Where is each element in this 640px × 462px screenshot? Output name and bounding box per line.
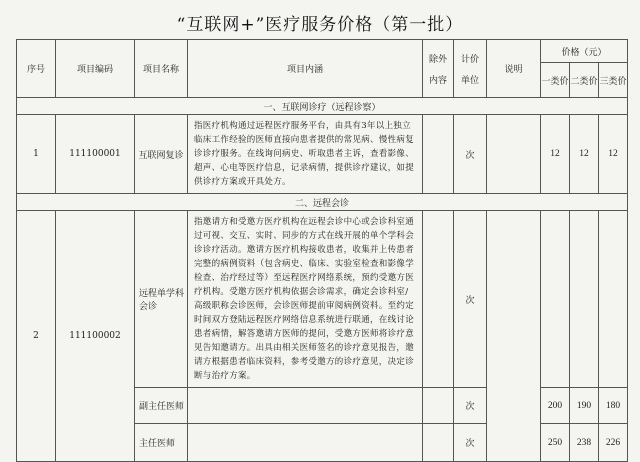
sub1-price-class2: 190 [570,388,599,424]
section-label-2: 二、远程会诊 [17,194,628,211]
sub1-content [188,388,423,424]
item2-unit: 次 [454,211,487,388]
item1-unit: 次 [454,115,487,194]
sub1-name: 副主任医师 [135,388,188,424]
sub1-price-class1: 200 [541,388,570,424]
item1-price-class3: 12 [599,115,628,194]
item1-code: 111100001 [56,115,135,194]
table-row-item2 [17,211,628,388]
header-unit [454,40,487,98]
sub1-price-class3: 180 [599,388,628,424]
header-content: 项目内涵 [188,40,423,98]
item2-price-class2 [570,211,599,388]
price-table [16,39,628,462]
header-name: 项目名称 [135,40,188,98]
table-row-item1 [17,115,628,194]
section-row-1 [17,98,628,115]
section-row-2 [17,194,628,211]
sub2-except [423,424,454,462]
item1-seq: 1 [17,115,56,194]
header-except [423,40,454,98]
sub2-price-class3: 226 [599,424,628,462]
header-class1: 一类价 [541,63,570,98]
sub2-content [188,424,423,462]
item1-note [487,115,541,194]
item2-except [423,211,454,388]
item1-name: 互联网复诊 [135,115,188,194]
item1-content: 指医疗机构通过远程医疗服务平台，由具有3年以上独立临床工作经验的医师直接向患者提供的常见病、慢性病复诊诊疗服务。在线询问病史、听取患者主诉，查看影像、超声、心电等医疗信息，记录病情，提供诊疗建议，如提供诊疗方案或开具处方。 [188,115,423,194]
item1-price-class1: 12 [541,115,570,194]
sub2-price-class2: 238 [570,424,599,462]
header-except-line2: 内容 [428,75,447,86]
sub2-unit: 次 [454,424,487,462]
header-class3: 三类价 [599,63,628,98]
document-title: “互联网+”医疗服务价格（第一批） [176,15,464,35]
item2-content: 指邀请方和受邀方医疗机构在远程会诊中心或会诊科室通过可视、交互、实时、同步的方式在线开展的单个学科会诊诊疗活动。邀请方医疗机构接收患者，收集并上传患者完整的病例资料（包含病史、临床、实验室检查和影像学检查、治疗经过等）至远程医疗网络系统，预约受邀方医疗机构。受邀方医疗机构依据会诊需求，确定会诊科室/高级职称会诊医师，会诊医师提前审阅病例资料。至约定时间双方登陆远程医疗网络信息系统进行联通，在线讨论患者病情，解答邀请方医师的提问，受邀方医师将诊疗意见告知邀请方。出具由相关医师签名的诊疗意见报告，邀请方根据患者临床资料，参考受邀方的诊疗意见，决定诊断与治疗方案。 [188,211,423,388]
header-unit-line1: 计价 [460,54,479,65]
item2-seq: 2 [17,211,56,462]
header-except-line1: 除外 [428,54,447,65]
header-note: 说明 [487,40,541,98]
section-label-1: 一、互联网诊疗（远程诊察） [17,98,628,115]
item2-code: 111100002 [56,211,135,462]
item2-price-class1 [541,211,570,388]
header-unit-line2: 单位 [460,75,479,86]
header-price-group: 价格（元） [541,40,628,63]
sub1-except [423,388,454,424]
header-class2: 二类价 [570,63,599,98]
item2-name: 远程单学科会诊 [135,211,188,388]
header-code: 项目编码 [56,40,135,98]
sub2-price-class1: 250 [541,424,570,462]
sub2-name: 主任医师 [135,424,188,462]
header-seq: 序号 [17,40,56,98]
item2-note [487,211,541,462]
header-row-1 [17,40,628,63]
sub1-unit: 次 [454,388,487,424]
item2-price-class3 [599,211,628,388]
item1-price-class2: 12 [570,115,599,194]
item1-except [423,115,454,194]
